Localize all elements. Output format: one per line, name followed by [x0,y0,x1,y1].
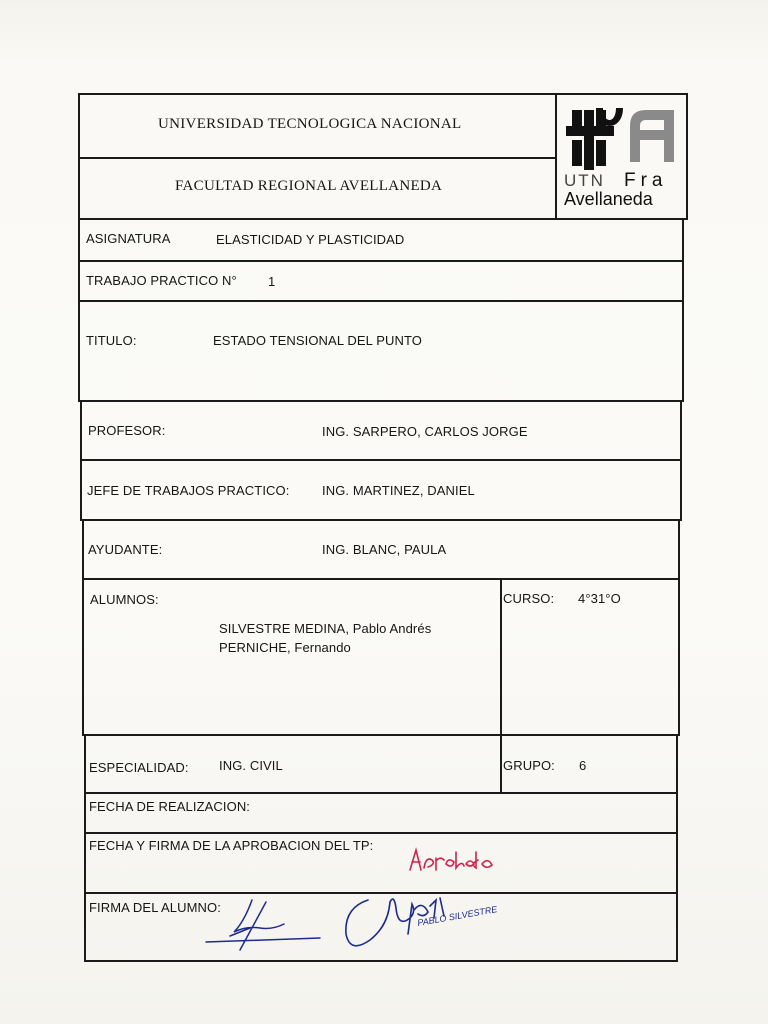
aprobado-handwriting [404,842,504,878]
jtp-value: ING. MARTINEZ, DANIEL [322,483,475,498]
utn-logo-graphic [558,96,686,214]
signature-1 [200,892,340,954]
grupo-value: 6 [579,758,587,773]
alumnos-label: ALUMNOS: [90,592,159,607]
utn-logo [558,96,686,214]
asignatura-label: ASIGNATURA [86,231,171,246]
especialidad-value: ING. CIVIL [219,758,283,773]
titulo-row [78,300,684,402]
titulo-label: TITULO: [86,333,137,348]
profesor-value: ING. SARPERO, CARLOS JORGE [322,424,528,439]
faculty-title: FACULTAD REGIONAL AVELLANEDA [175,178,443,194]
titulo-value: ESTADO TENSIONAL DEL PUNTO [213,333,422,348]
fecha-aprobacion-label: FECHA Y FIRMA DE LA APROBACION DEL TP: [89,838,374,853]
profesor-label: PROFESOR: [88,423,166,438]
firma-alumno-label: FIRMA DEL ALUMNO: [89,900,221,915]
trabajo-practico-label: TRABAJO PRACTICO N° [86,273,237,288]
university-title: UNIVERSIDAD TECNOLOGICA NACIONAL [158,116,462,132]
ayudante-label: AYUDANTE: [88,542,163,557]
signature-name-text: PABLO SILVESTRE [416,904,498,928]
signature-2 [340,888,498,956]
fecha-realizacion-label: FECHA DE REALIZACION: [89,799,251,814]
jtp-label: JEFE DE TRABAJOS PRACTICO: [87,483,290,498]
signature-2-ink [340,888,498,956]
signature-1-ink [200,892,340,954]
aprobado-ink [404,842,504,878]
alumno-1: SILVESTRE MEDINA, Pablo Andrés [219,621,432,636]
curso-value: 4°31°O [578,591,621,606]
ayudante-value: ING. BLANC, PAULA [322,542,447,557]
logo-utn-text: UTN [564,171,605,190]
asignatura-value: ELASTICIDAD Y PLASTICIDAD [216,232,405,247]
logo-fra-text: Fra [624,170,668,191]
curso-label: CURSO: [503,591,555,606]
grupo-label: GRUPO: [503,758,555,773]
trabajo-practico-number: 1 [268,274,276,289]
logo-avellaneda-text: Avellaneda [564,189,653,209]
alumno-2: PERNICHE, Fernando [219,640,351,655]
especialidad-label: ESPECIALIDAD: [89,760,189,775]
